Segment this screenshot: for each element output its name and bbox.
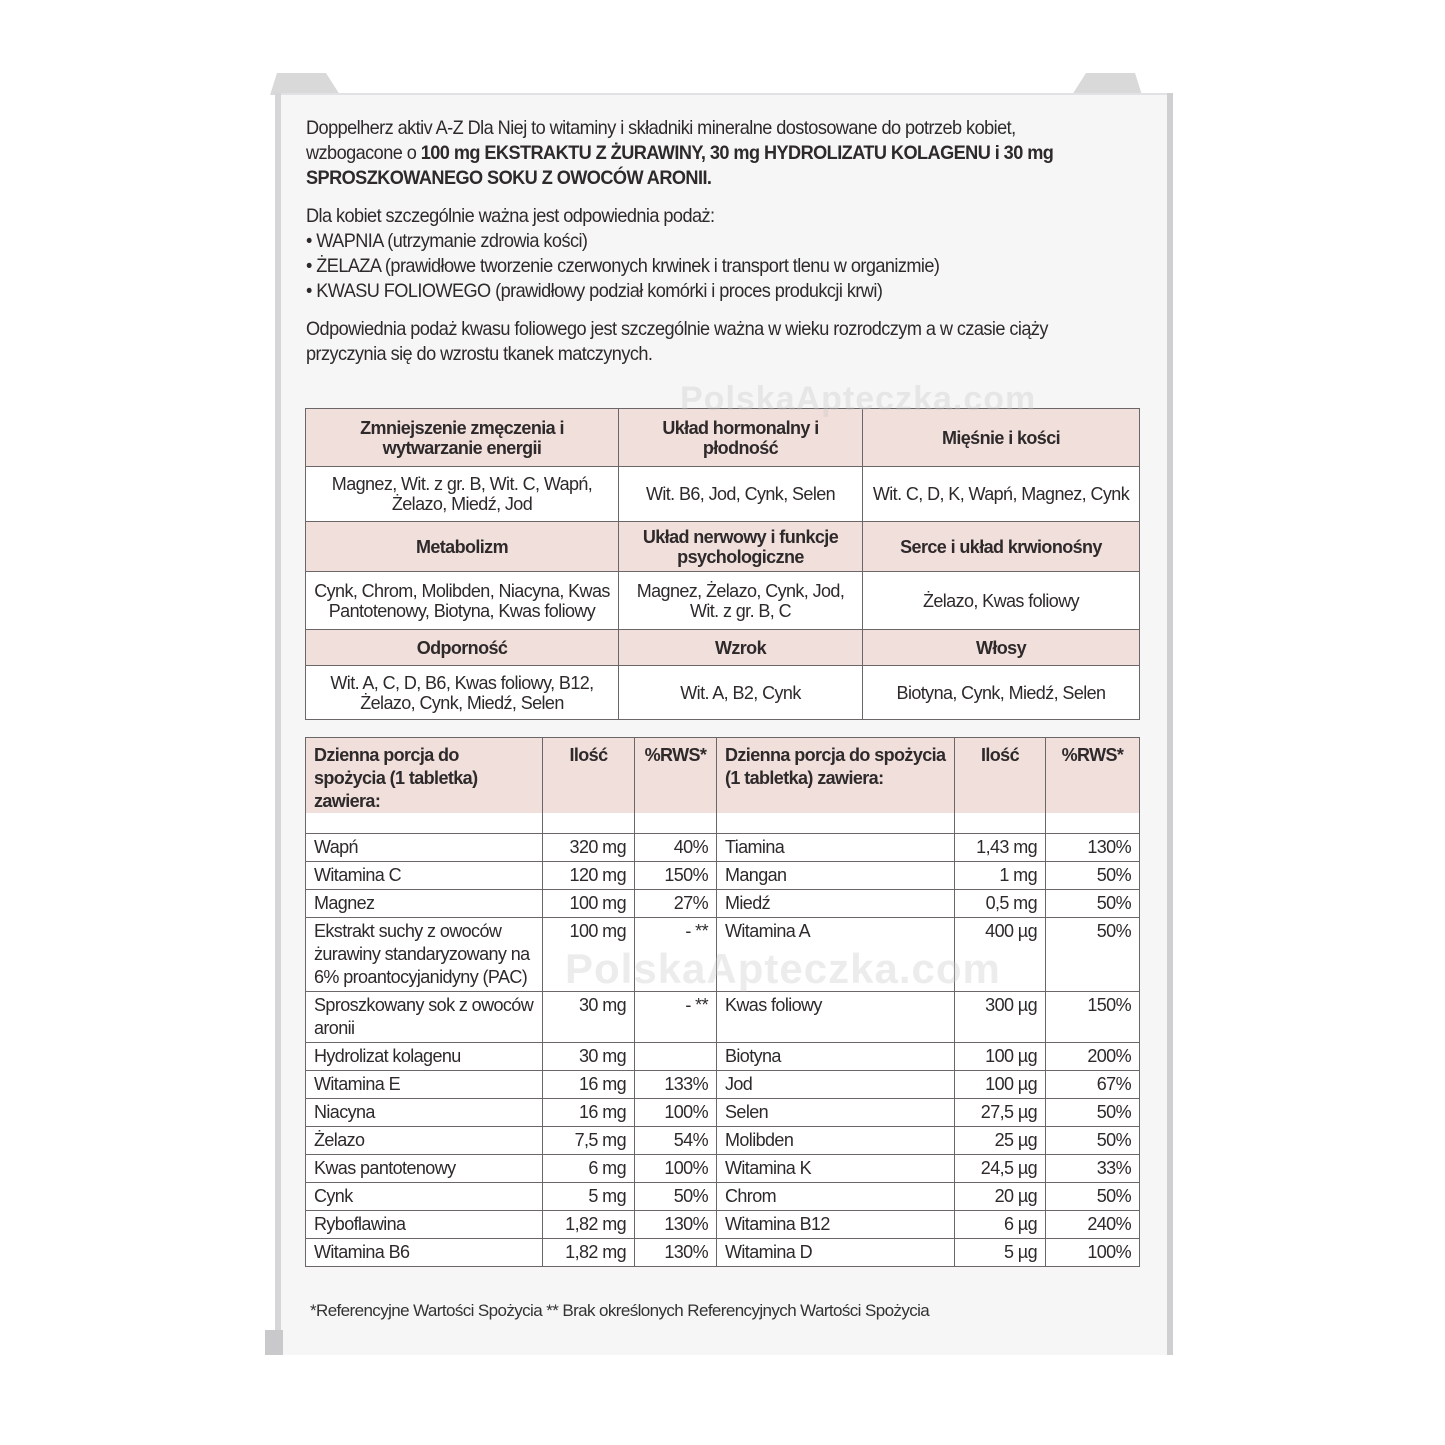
function-header: Serce i układ krwionośny	[863, 522, 1140, 572]
box-flap-left	[270, 73, 340, 95]
nutrient-amount: 5 µg	[955, 1239, 1046, 1267]
intro-paragraph-3: Odpowiednia podaż kwasu foliowego jest szczególnie ważna w wieku rozrodczym a w czasie ciąży przyczynia się do wzrostu tkanek matczynych.	[306, 318, 1048, 365]
bullet-item: • KWASU FOLIOWEGO (prawidłowy podział komórki i proces produkcji krwi)	[306, 279, 1087, 304]
nutrient-rws: 33%	[1046, 1155, 1140, 1183]
nutrient-amount: 25 µg	[955, 1127, 1046, 1155]
nutrition-row	[306, 1183, 1140, 1211]
nutrient-rws: 130%	[635, 1239, 717, 1267]
footnote: *Referencyjne Wartości Spożycia ** Brak określonych Referencyjnych Wartości Spożycia	[310, 1301, 930, 1320]
nutrient-name: Chrom	[717, 1183, 955, 1211]
intro-paragraph-2: Dla kobiet szczególnie ważna jest odpowiednia podaż:	[306, 205, 715, 227]
nutrient-rws: 50%	[1046, 1183, 1140, 1211]
nutrient-amount: 1,43 mg	[955, 834, 1046, 862]
intro-text	[306, 116, 1087, 380]
function-table	[305, 408, 1140, 720]
nutrient-name: Witamina A	[717, 918, 955, 992]
function-value: Magnez, Żelazo, Cynk, Jod, Wit. z gr. B, C	[619, 572, 863, 630]
intro-paragraph-1	[306, 116, 1087, 191]
nutrient-bullet-list	[306, 229, 1087, 304]
nutrient-amount: 30 mg	[543, 992, 635, 1043]
nutrient-rws: 133%	[635, 1071, 717, 1099]
nutrient-amount: 1,82 mg	[543, 1211, 635, 1239]
nutrient-amount: 320 mg	[543, 834, 635, 862]
function-value: Żelazo, Kwas foliowy	[863, 572, 1140, 630]
nutrient-amount: 6 mg	[543, 1155, 635, 1183]
intro-p1-bold: 100 mg EKSTRAKTU Z ŻURAWINY, 30 mg HYDROLIZATU KOLAGENU i 30 mg SPROSZKOWANEGO SOKU Z OWOCÓW ARONII.	[306, 142, 1054, 189]
nutrient-rws: 67%	[1046, 1071, 1140, 1099]
nutrient-name: Sproszkowany sok z owoców aronii	[306, 992, 543, 1043]
nutrition-row	[306, 834, 1140, 862]
function-value: Biotyna, Cynk, Miedź, Selen	[863, 666, 1140, 720]
nutrient-amount: 24,5 µg	[955, 1155, 1046, 1183]
nutrition-row	[306, 1127, 1140, 1155]
function-header: Metabolizm	[306, 522, 619, 572]
nutrient-rws: 54%	[635, 1127, 717, 1155]
nutrient-amount: 7,5 mg	[543, 1127, 635, 1155]
function-header: Odporność	[306, 630, 619, 666]
nutrient-rws: 50%	[1046, 1099, 1140, 1127]
nutrient-amount: 30 mg	[543, 1043, 635, 1071]
nutrient-name: Witamina B12	[717, 1211, 955, 1239]
nutrient-amount: 0,5 mg	[955, 890, 1046, 918]
nutrient-name: Ryboflawina	[306, 1211, 543, 1239]
function-value: Cynk, Chrom, Molibden, Niacyna, Kwas Pantotenowy, Biotyna, Kwas foliowy	[306, 572, 619, 630]
nutrition-row	[306, 1071, 1140, 1099]
nutrient-amount: 300 µg	[955, 992, 1046, 1043]
nutrient-name: Wapń	[306, 834, 543, 862]
nutrient-name: Ekstrakt suchy z owoców żurawiny standaryzowany na 6% proantocyjanidyny (PAC)	[306, 918, 543, 992]
nutrient-rws: 40%	[635, 834, 717, 862]
box-edge-shadow	[265, 1330, 283, 1355]
nutrition-row	[306, 862, 1140, 890]
function-header: Włosy	[863, 630, 1140, 666]
function-value: Magnez, Wit. z gr. B, Wit. C, Wapń, Żelazo, Miedź, Jod	[306, 467, 619, 522]
nutrition-row	[306, 1043, 1140, 1071]
nutrient-rws: 130%	[635, 1211, 717, 1239]
nutrient-name: Biotyna	[717, 1043, 955, 1071]
nutrient-name: Witamina B6	[306, 1239, 543, 1267]
nutrient-rws: 100%	[635, 1155, 717, 1183]
nutrition-row	[306, 890, 1140, 918]
nutrient-amount: 20 µg	[955, 1183, 1046, 1211]
nutrition-header-rws: %RWS*	[635, 738, 717, 814]
nutrient-rws: 50%	[635, 1183, 717, 1211]
nutrition-row	[306, 1239, 1140, 1267]
nutrient-name: Witamina D	[717, 1239, 955, 1267]
function-value: Wit. A, C, D, B6, Kwas foliowy, B12, Żelazo, Cynk, Miedź, Selen	[306, 666, 619, 720]
watermark: PolskaApteczka.com	[680, 380, 1037, 418]
nutrient-name: Witamina K	[717, 1155, 955, 1183]
nutrient-name: Magnez	[306, 890, 543, 918]
nutrition-header-name: Dzienna porcja do spożycia (1 tabletka) zawiera:	[717, 738, 955, 814]
nutrient-name: Kwas pantotenowy	[306, 1155, 543, 1183]
function-header: Układ nerwowy i funkcje psychologiczne	[619, 522, 863, 572]
nutrient-amount: 16 mg	[543, 1099, 635, 1127]
nutrient-name: Witamina C	[306, 862, 543, 890]
nutrient-rws: 240%	[1046, 1211, 1140, 1239]
nutrition-body	[306, 813, 1140, 1267]
nutrition-row	[306, 992, 1140, 1043]
nutrient-rws: 150%	[1046, 992, 1140, 1043]
nutrient-amount: 16 mg	[543, 1071, 635, 1099]
nutrient-name: Mangan	[717, 862, 955, 890]
nutrient-amount: 27,5 µg	[955, 1099, 1046, 1127]
bullet-item: • WAPNIA (utrzymanie zdrowia kości)	[306, 229, 1087, 254]
nutrition-row	[306, 1099, 1140, 1127]
intro-p1-regular: Doppelherz aktiv A-Z Dla Niej to witaminy i składniki mineralne dostosowane do potrzeb kobiet, wzbogacone o	[306, 117, 1016, 164]
nutrition-table	[305, 737, 1140, 1267]
nutrient-name: Niacyna	[306, 1099, 543, 1127]
nutrient-name: Żelazo	[306, 1127, 543, 1155]
nutrition-row	[306, 1155, 1140, 1183]
nutrient-name: Cynk	[306, 1183, 543, 1211]
nutrition-header-name: Dzienna porcja do spożycia (1 tabletka) zawiera:	[306, 738, 543, 814]
nutrient-rws: 50%	[1046, 890, 1140, 918]
nutrient-amount: 1,82 mg	[543, 1239, 635, 1267]
nutrient-rws: 50%	[1046, 918, 1140, 992]
nutrient-name: Molibden	[717, 1127, 955, 1155]
function-header: Zmniejszenie zmęczenia i wytwarzanie energii	[306, 409, 619, 467]
nutrition-header-amount: Ilość	[955, 738, 1046, 814]
nutrient-rws: 27%	[635, 890, 717, 918]
nutrient-amount: 100 mg	[543, 918, 635, 992]
nutrient-amount: 1 mg	[955, 862, 1046, 890]
nutrient-name: Jod	[717, 1071, 955, 1099]
function-value: Wit. B6, Jod, Cynk, Selen	[619, 467, 863, 522]
nutrient-amount: 100 µg	[955, 1043, 1046, 1071]
nutrient-rws: 50%	[1046, 862, 1140, 890]
nutrient-name: Witamina E	[306, 1071, 543, 1099]
nutrient-amount: 100 µg	[955, 1071, 1046, 1099]
spacer-row	[306, 813, 1140, 834]
nutrient-rws: 100%	[635, 1099, 717, 1127]
watermark: PolskaApteczka.com	[565, 945, 1001, 992]
nutrient-name: Miedź	[717, 890, 955, 918]
nutrient-name: Selen	[717, 1099, 955, 1127]
box-flap-right	[1072, 73, 1142, 95]
function-header: Mięśnie i kości	[863, 409, 1140, 467]
nutrient-rws: - **	[635, 992, 717, 1043]
nutrient-amount: 100 mg	[543, 890, 635, 918]
nutrient-rws: 200%	[1046, 1043, 1140, 1071]
nutrient-rws: 150%	[635, 862, 717, 890]
function-header: Wzrok	[619, 630, 863, 666]
nutrient-rws: 100%	[1046, 1239, 1140, 1267]
function-value: Wit. C, D, K, Wapń, Magnez, Cynk	[863, 467, 1140, 522]
function-header: Układ hormonalny i płodność	[619, 409, 863, 467]
nutrient-amount: 120 mg	[543, 862, 635, 890]
bullet-item: • ŻELAZA (prawidłowe tworzenie czerwonych krwinek i transport tlenu w organizmie)	[306, 254, 1087, 279]
nutrition-header-amount: Ilość	[543, 738, 635, 814]
nutrient-rws: 130%	[1046, 834, 1140, 862]
nutrient-name: Tiamina	[717, 834, 955, 862]
nutrient-rws: - **	[635, 918, 717, 992]
nutrient-amount: 400 µg	[955, 918, 1046, 992]
nutrient-amount: 6 µg	[955, 1211, 1046, 1239]
nutrient-name: Kwas foliowy	[717, 992, 955, 1043]
nutrient-name: Hydrolizat kolagenu	[306, 1043, 543, 1071]
function-value: Wit. A, B2, Cynk	[619, 666, 863, 720]
nutrient-amount: 5 mg	[543, 1183, 635, 1211]
nutrition-row	[306, 1211, 1140, 1239]
nutrient-rws: 50%	[1046, 1127, 1140, 1155]
nutrient-rws	[635, 1043, 717, 1071]
nutrition-header-rws: %RWS*	[1046, 738, 1140, 814]
